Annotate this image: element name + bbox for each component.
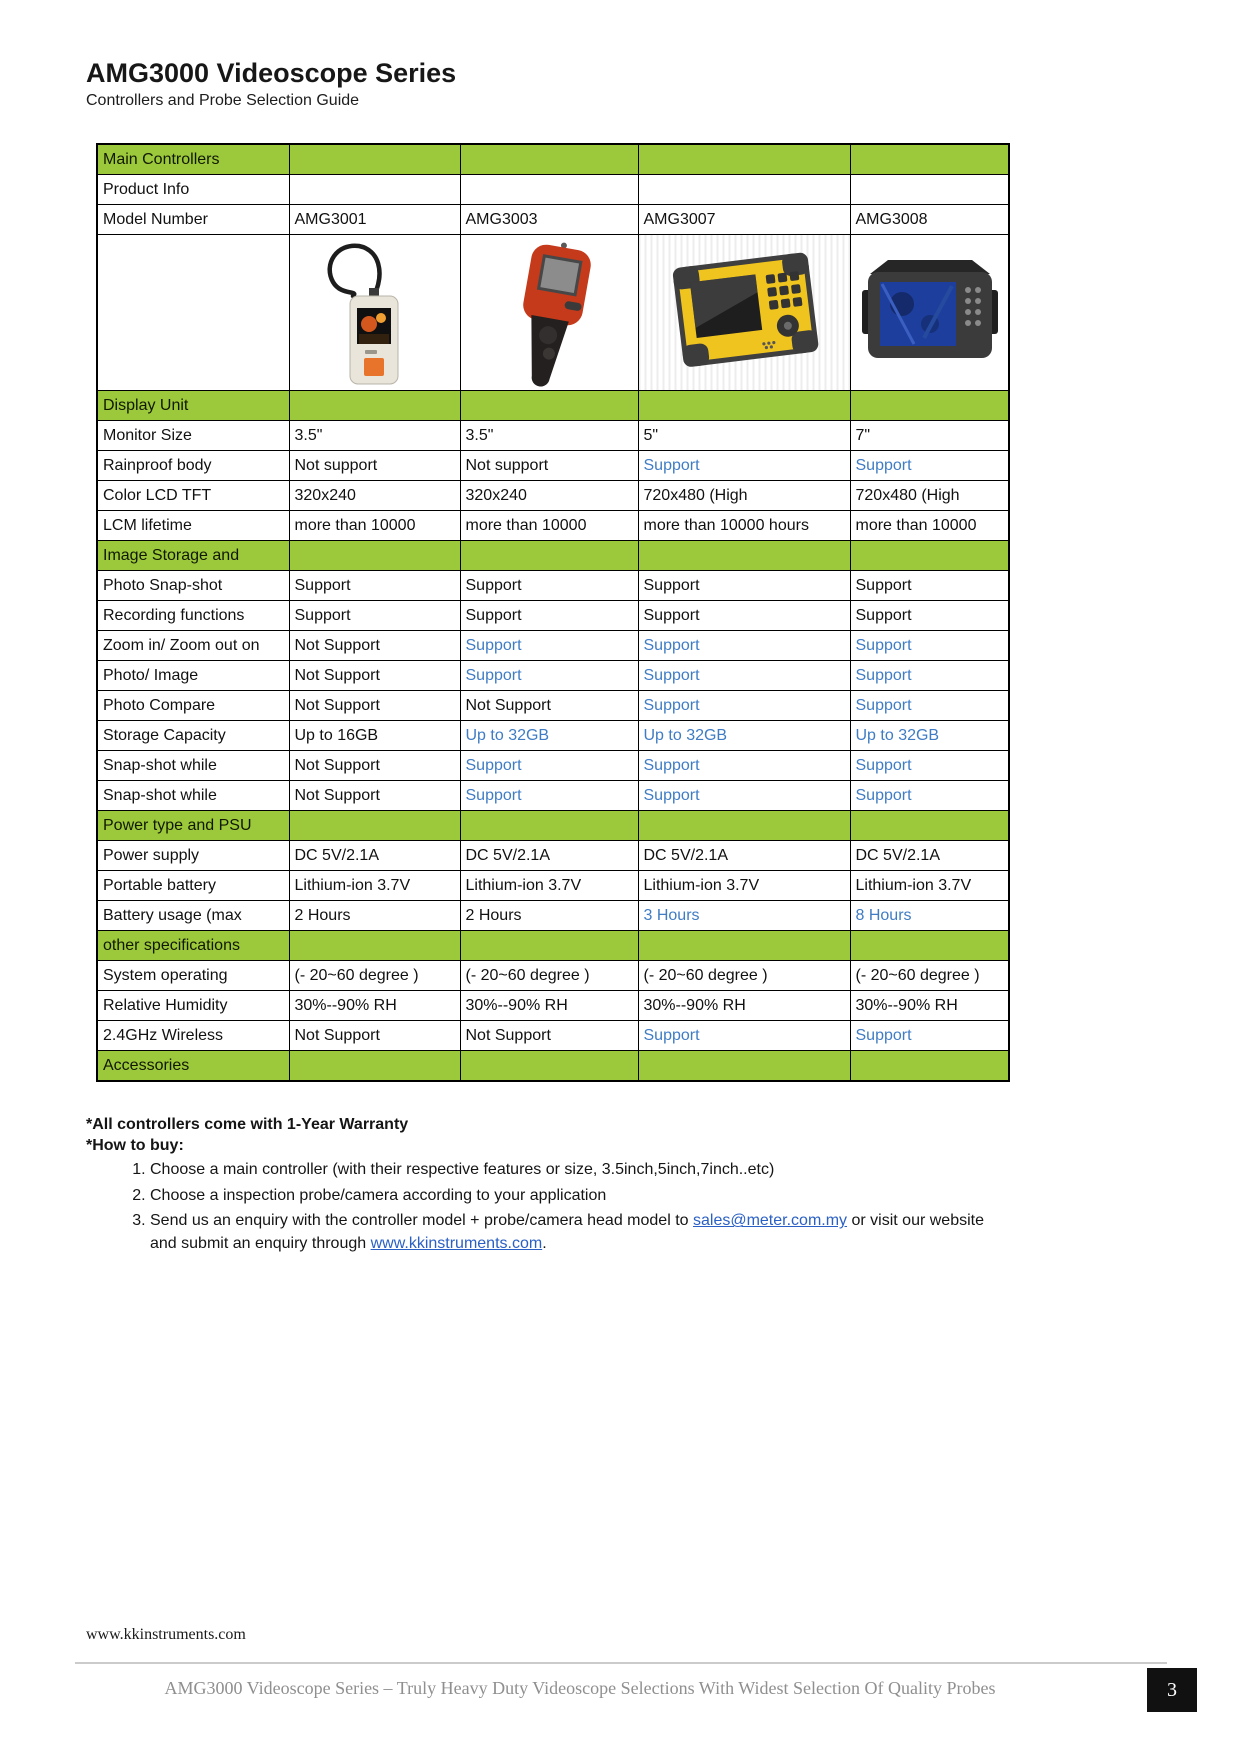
spec-value: Up to 32GB bbox=[850, 721, 1009, 751]
spec-value: Support bbox=[850, 781, 1009, 811]
spec-value: Not Support bbox=[289, 1021, 460, 1051]
spec-value: Support bbox=[850, 691, 1009, 721]
spec-label: Snap-shot while bbox=[97, 781, 289, 811]
section-cell bbox=[289, 931, 460, 961]
section-cell bbox=[638, 931, 850, 961]
how-to-buy-list bbox=[86, 1159, 986, 1256]
spec-value: 720x480 (High bbox=[850, 481, 1009, 511]
spec-label: Snap-shot while bbox=[97, 751, 289, 781]
footer-tagline: AMG3000 Videoscope Series – Truly Heavy Duty Videoscope Selections With Widest Selection Of Quality Probes bbox=[164, 1678, 996, 1698]
section-label: Display Unit bbox=[97, 391, 289, 421]
spec-value: Not Support bbox=[460, 1021, 638, 1051]
warranty-note: *All controllers come with 1-Year Warranty bbox=[86, 1116, 409, 1133]
section-cell bbox=[850, 541, 1009, 571]
product-image-cell-amg3008 bbox=[850, 235, 1009, 391]
spec-value: 30%--90% RH bbox=[460, 991, 638, 1021]
spec-value: Support bbox=[460, 751, 638, 781]
spec-value: Lithium-ion 3.7V bbox=[638, 871, 850, 901]
spec-value: Up to 32GB bbox=[460, 721, 638, 751]
spec-value: more than 10000 hours bbox=[638, 511, 850, 541]
section-cell bbox=[460, 811, 638, 841]
spec-value: more than 10000 bbox=[460, 511, 638, 541]
spec-value: 8 Hours bbox=[850, 901, 1009, 931]
spec-value: Up to 16GB bbox=[289, 721, 460, 751]
spec-value: DC 5V/2.1A bbox=[638, 841, 850, 871]
spec-value: Support bbox=[638, 601, 850, 631]
spec-label: Product Info bbox=[97, 175, 289, 205]
section-cell bbox=[460, 1051, 638, 1082]
spec-row bbox=[97, 511, 1009, 541]
spec-row bbox=[97, 991, 1009, 1021]
page-number-badge bbox=[1147, 1668, 1197, 1712]
spec-value: 320x240 bbox=[289, 481, 460, 511]
spec-value: Not Support bbox=[289, 661, 460, 691]
how-to-buy-step: 2. Choose a inspection probe/camera according to your application bbox=[150, 1185, 986, 1208]
spec-value: Lithium-ion 3.7V bbox=[289, 871, 460, 901]
spec-value: Support bbox=[638, 1021, 850, 1051]
spec-value: Not Support bbox=[289, 631, 460, 661]
spec-row bbox=[97, 421, 1009, 451]
section-label: other specifications bbox=[97, 931, 289, 961]
product-image-cell-amg3007 bbox=[638, 235, 850, 391]
spec-value: Support bbox=[850, 751, 1009, 781]
section-label: Image Storage and bbox=[97, 541, 289, 571]
spec-value: Support bbox=[460, 571, 638, 601]
spec-row bbox=[97, 451, 1009, 481]
spec-row bbox=[97, 871, 1009, 901]
spec-row bbox=[97, 175, 1009, 205]
section-cell bbox=[638, 391, 850, 421]
spec-label: Rainproof body bbox=[97, 451, 289, 481]
amg3008-product-image bbox=[854, 238, 1005, 388]
spec-value bbox=[289, 175, 460, 205]
spec-value bbox=[638, 175, 850, 205]
spec-label: Model Number bbox=[97, 205, 289, 235]
email-link[interactable]: sales@meter.com.my bbox=[692, 1212, 848, 1230]
section-cell bbox=[638, 811, 850, 841]
spec-label: Photo/ Image bbox=[97, 661, 289, 691]
spec-row bbox=[97, 631, 1009, 661]
spec-label: Storage Capacity bbox=[97, 721, 289, 751]
spec-label: Color LCD TFT bbox=[97, 481, 289, 511]
spec-label: Power supply bbox=[97, 841, 289, 871]
spec-value: more than 10000 bbox=[289, 511, 460, 541]
spec-label: Monitor Size bbox=[97, 421, 289, 451]
spec-row bbox=[97, 841, 1009, 871]
section-cell bbox=[289, 1051, 460, 1082]
section-label: Main Controllers bbox=[97, 144, 289, 175]
spec-row bbox=[97, 571, 1009, 601]
spec-value: (- 20~60 degree ) bbox=[289, 961, 460, 991]
spec-row bbox=[97, 751, 1009, 781]
how-to-buy-step: 3. Send us an enquiry with the controller model + probe/camera head model to sales@meter.com.my or visit our website and submit an enquiry through www.kkinstruments.com. bbox=[150, 1210, 986, 1255]
spec-label: Photo Compare bbox=[97, 691, 289, 721]
spec-value: 7" bbox=[850, 421, 1009, 451]
spec-value: Support bbox=[638, 691, 850, 721]
empty-label-cell bbox=[97, 235, 289, 391]
spec-value: DC 5V/2.1A bbox=[460, 841, 638, 871]
notes-section bbox=[86, 1116, 986, 1256]
page-title: AMG3000 Videoscope Series bbox=[86, 58, 457, 88]
section-cell bbox=[638, 1051, 850, 1082]
product-images-row bbox=[97, 235, 1009, 391]
amg3003-product-image bbox=[464, 238, 634, 388]
spec-row bbox=[97, 601, 1009, 631]
spec-row bbox=[97, 205, 1009, 235]
spec-value: Lithium-ion 3.7V bbox=[460, 871, 638, 901]
spec-value: AMG3001 bbox=[289, 205, 460, 235]
spec-value: Support bbox=[289, 601, 460, 631]
page-number: 3 bbox=[1167, 1678, 1177, 1701]
section-row bbox=[97, 811, 1009, 841]
spec-value: 720x480 (High bbox=[638, 481, 850, 511]
spec-value: Support bbox=[638, 451, 850, 481]
page-subtitle: Controllers and Probe Selection Guide bbox=[86, 92, 360, 109]
amg3007-product-image bbox=[642, 238, 846, 388]
spec-value: AMG3008 bbox=[850, 205, 1009, 235]
spec-label: Portable battery bbox=[97, 871, 289, 901]
how-to-buy-heading: *How to buy: bbox=[86, 1137, 184, 1154]
section-cell bbox=[460, 541, 638, 571]
spec-table-body bbox=[97, 144, 1009, 1081]
spec-value: 2 Hours bbox=[460, 901, 638, 931]
spec-value: 30%--90% RH bbox=[289, 991, 460, 1021]
spec-value bbox=[850, 175, 1009, 205]
spec-value: Support bbox=[850, 661, 1009, 691]
website-link[interactable]: www.kkinstruments.com bbox=[370, 1235, 543, 1253]
spec-value bbox=[460, 175, 638, 205]
spec-label: Zoom in/ Zoom out on bbox=[97, 631, 289, 661]
section-cell bbox=[289, 811, 460, 841]
section-cell bbox=[850, 931, 1009, 961]
spec-row bbox=[97, 901, 1009, 931]
spec-row bbox=[97, 781, 1009, 811]
spec-value: Support bbox=[850, 571, 1009, 601]
section-row bbox=[97, 541, 1009, 571]
spec-value: Support bbox=[460, 601, 638, 631]
spec-label: Recording functions bbox=[97, 601, 289, 631]
section-cell bbox=[638, 541, 850, 571]
spec-value: Not Support bbox=[289, 751, 460, 781]
section-cell bbox=[850, 391, 1009, 421]
section-cell bbox=[289, 391, 460, 421]
spec-label: Photo Snap-shot bbox=[97, 571, 289, 601]
amg3001-product-image bbox=[293, 238, 456, 388]
spec-row bbox=[97, 721, 1009, 751]
section-label: Accessories bbox=[97, 1051, 289, 1082]
spec-row bbox=[97, 481, 1009, 511]
spec-row bbox=[97, 691, 1009, 721]
footer-site-url: www.kkinstruments.com bbox=[86, 1626, 246, 1643]
spec-value: 5" bbox=[638, 421, 850, 451]
spec-value: more than 10000 bbox=[850, 511, 1009, 541]
spec-value: Lithium-ion 3.7V bbox=[850, 871, 1009, 901]
spec-value: Support bbox=[460, 781, 638, 811]
section-cell bbox=[850, 811, 1009, 841]
spec-label: 2.4GHz Wireless bbox=[97, 1021, 289, 1051]
section-cell bbox=[638, 144, 850, 175]
product-image-cell-amg3003 bbox=[460, 235, 638, 391]
spec-value: Up to 32GB bbox=[638, 721, 850, 751]
product-image-cell-amg3001 bbox=[289, 235, 460, 391]
spec-value: AMG3007 bbox=[638, 205, 850, 235]
spec-value: 30%--90% RH bbox=[638, 991, 850, 1021]
spec-value: 30%--90% RH bbox=[850, 991, 1009, 1021]
section-cell bbox=[850, 144, 1009, 175]
section-cell bbox=[460, 391, 638, 421]
section-row bbox=[97, 144, 1009, 175]
spec-value: Not Support bbox=[289, 691, 460, 721]
spec-row bbox=[97, 1021, 1009, 1051]
spec-value: 3.5" bbox=[460, 421, 638, 451]
spec-value: Not support bbox=[289, 451, 460, 481]
spec-value: Support bbox=[638, 661, 850, 691]
spec-value: Support bbox=[638, 751, 850, 781]
spec-value: 3.5" bbox=[289, 421, 460, 451]
spec-value: (- 20~60 degree ) bbox=[460, 961, 638, 991]
spec-value: Support bbox=[460, 631, 638, 661]
spec-value: Support bbox=[638, 781, 850, 811]
section-row bbox=[97, 391, 1009, 421]
spec-value: Not Support bbox=[460, 691, 638, 721]
spec-value: Not Support bbox=[289, 781, 460, 811]
spec-value: Support bbox=[850, 601, 1009, 631]
spec-value: Support bbox=[850, 631, 1009, 661]
spec-value: (- 20~60 degree ) bbox=[638, 961, 850, 991]
spec-label: Battery usage (max bbox=[97, 901, 289, 931]
section-cell bbox=[460, 931, 638, 961]
spec-value: Support bbox=[850, 451, 1009, 481]
section-cell bbox=[289, 541, 460, 571]
spec-label: Relative Humidity bbox=[97, 991, 289, 1021]
spec-value: AMG3003 bbox=[460, 205, 638, 235]
spec-value: Support bbox=[638, 571, 850, 601]
spec-row bbox=[97, 661, 1009, 691]
spec-value: Support bbox=[460, 661, 638, 691]
spec-value: (- 20~60 degree ) bbox=[850, 961, 1009, 991]
section-cell bbox=[289, 144, 460, 175]
spec-value: 3 Hours bbox=[638, 901, 850, 931]
footer-divider bbox=[75, 1662, 1167, 1664]
spec-value: Support bbox=[850, 1021, 1009, 1051]
spec-value: 320x240 bbox=[460, 481, 638, 511]
spec-label: System operating bbox=[97, 961, 289, 991]
spec-value: Support bbox=[638, 631, 850, 661]
spec-value: 2 Hours bbox=[289, 901, 460, 931]
section-cell bbox=[850, 1051, 1009, 1082]
spec-value: Not support bbox=[460, 451, 638, 481]
section-row bbox=[97, 931, 1009, 961]
section-cell bbox=[460, 144, 638, 175]
how-to-buy-step: 1. Choose a main controller (with their respective features or size, 3.5inch,5inch,7inch..etc) bbox=[150, 1159, 986, 1182]
section-row bbox=[97, 1051, 1009, 1082]
spec-value: DC 5V/2.1A bbox=[289, 841, 460, 871]
spec-value: DC 5V/2.1A bbox=[850, 841, 1009, 871]
spec-table bbox=[96, 143, 1010, 1082]
spec-value: Support bbox=[289, 571, 460, 601]
spec-label: LCM lifetime bbox=[97, 511, 289, 541]
spec-row bbox=[97, 961, 1009, 991]
section-label: Power type and PSU bbox=[97, 811, 289, 841]
